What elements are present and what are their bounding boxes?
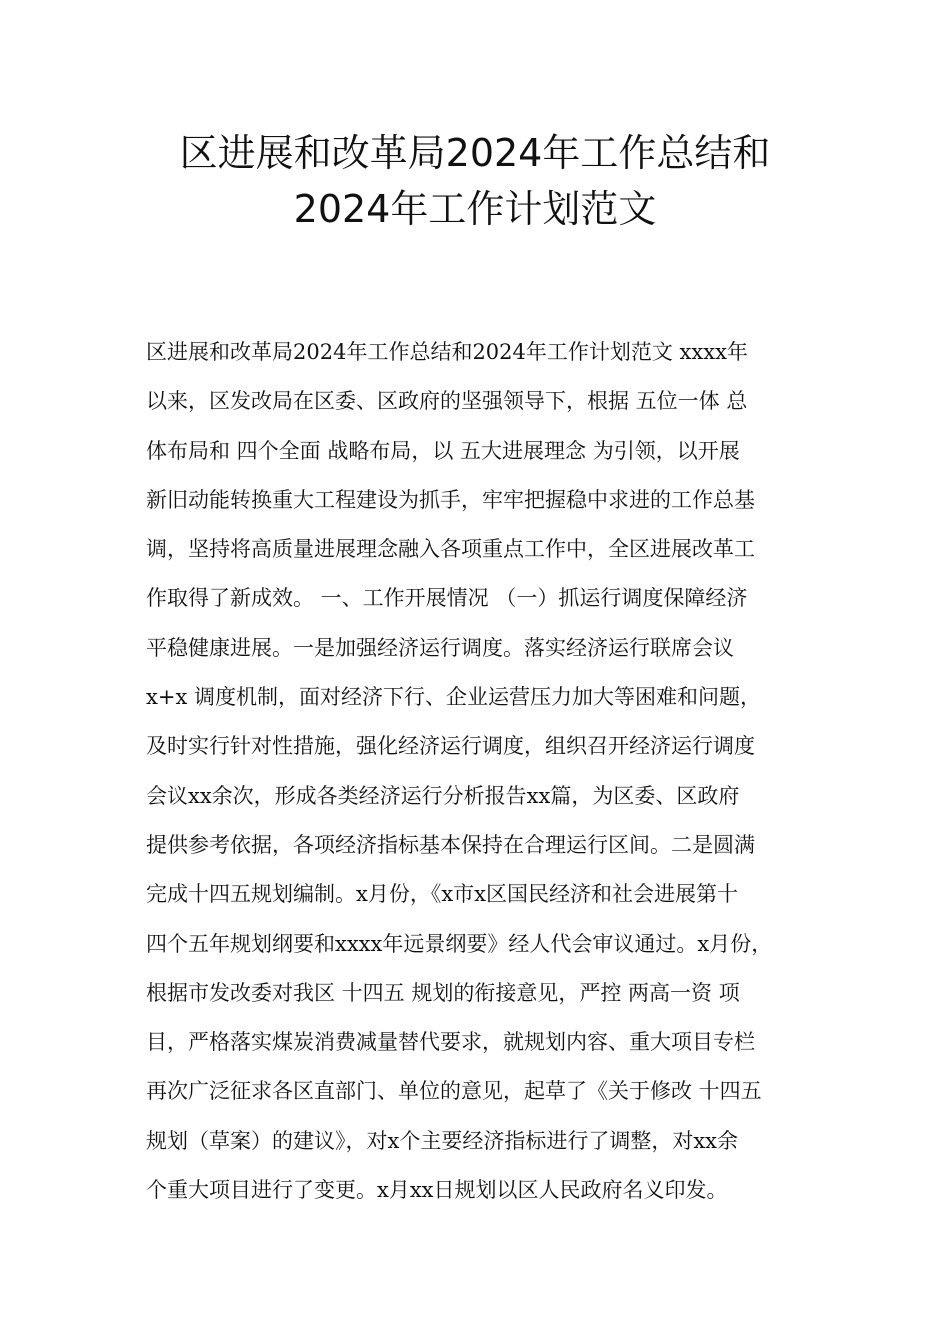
body-line: 及时实行针对性措施，强化经济运行调度，组织召开经济运行调度 xyxy=(146,734,755,759)
body-line: 四个五年规划纲要和xxxx年远景纲要》经人代会审议通过。x月份， xyxy=(146,931,773,956)
body-line: 提供参考依据，各项经济指标基本保持在合理运行区间。二是圆满 xyxy=(146,832,755,857)
body-line: 调，坚持将高质量进展理念融入各项重点工作中，全区进展改革工 xyxy=(146,537,755,562)
body-line: 再次广泛征求各区直部门、单位的意见，起草了《关于修改 十四五 xyxy=(146,1079,762,1104)
body-line: 完成十四五规划编制。x月份，《x市x区国民经济和社会进展第十 xyxy=(146,882,739,907)
body-line: 区进展和改革局2024年工作总结和2024年工作计划范文 xxxx年 xyxy=(146,340,748,364)
body-line: 新旧动能转换重大工程建设为抓手，牢牢把握稳中求进的工作总基 xyxy=(146,487,755,512)
title-line: 区进展和改革局2024年工作总结和 xyxy=(179,131,771,175)
body-line: 规划（草案）的建议》，对x个主要经济指标进行了调整，对xx余 xyxy=(146,1128,739,1153)
title-line: 2024年工作计划范文 xyxy=(293,187,657,231)
body-line: 作取得了新成效。 一、工作开展情况 （一）抓运行调度保障经济 xyxy=(146,586,748,611)
body-line: 平稳健康进展。一是加强经济运行调度。落实经济运行联席会议 xyxy=(146,635,734,660)
body-line: 根据市发改委对我区 十四五 规划的衔接意见，严控 两高一资 项 xyxy=(146,980,740,1005)
body-line: 体布局和 四个全面 战略布局，以 五大进展理念 为引领，以开展 xyxy=(146,438,740,463)
document-title xyxy=(0,125,950,237)
document-body xyxy=(146,328,836,1215)
body-line: 以来，区发改局在区委、区政府的坚强领导下，根据 五位一体 总 xyxy=(146,389,748,414)
body-line: 会议xx余次，形成各类经济运行分析报告xx篇，为区委、区政府 xyxy=(146,783,740,808)
body-line: 目，严格落实煤炭消费减量替代要求，就规划内容、重大项目专栏 xyxy=(146,1030,755,1055)
body-line: x+x 调度机制，面对经济下行、企业运营压力加大等困难和问题， xyxy=(146,685,761,710)
body-line: 个重大项目进行了变更。x月xx日规划以区人民政府名义印发。 xyxy=(146,1178,728,1203)
